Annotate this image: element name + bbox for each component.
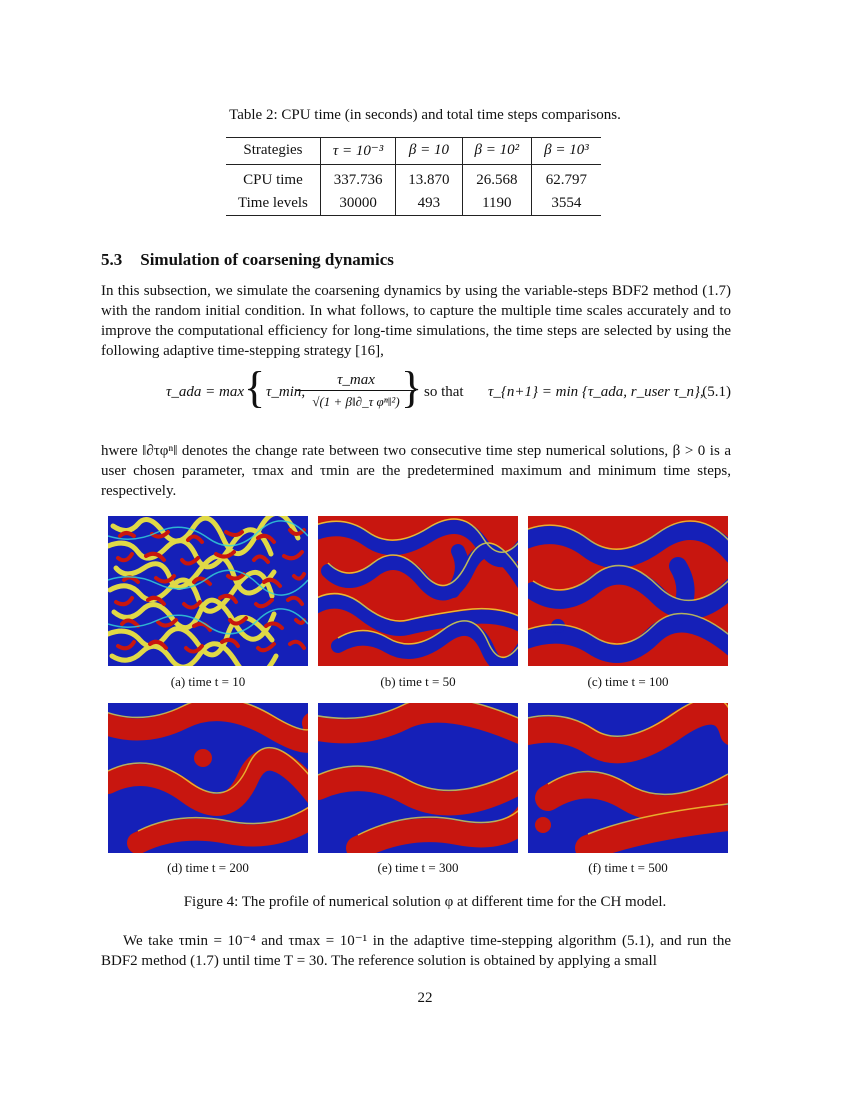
subcaption-a: (a) time t = 10 [170, 674, 246, 689]
paragraph-intro: In this subsection, we simulate the coarsening dynamics by using the variable-steps BDF2 method (1.7) with the random initial condition. In what follows, to capture the multiple time scales accurately and to improve the computational efficiency for long-time simulations, the time steps are selected by using the following adaptive time-stepping strategy [16], [101, 283, 731, 359]
equation-number: (5.1) [702, 384, 731, 400]
table-cell: 1190 [462, 192, 532, 216]
table-row [226, 169, 601, 192]
fraction-denominator: √(1 + β‖∂_τ φⁿ‖²) [312, 394, 400, 409]
table-header-cell: β = 10 [396, 138, 462, 165]
equation-lhs: τ_ada = max [166, 384, 244, 400]
table-row [226, 192, 601, 216]
phase-field-image [528, 516, 728, 666]
figure-panel-e [318, 703, 518, 853]
equation-rhs: τ_{n+1} = min {τ_ada, r_user τ_n}, [488, 384, 704, 400]
subcaption-b: (b) time t = 50 [380, 674, 456, 689]
section-heading [101, 250, 394, 270]
subcaption-c: (c) time t = 100 [587, 674, 669, 689]
left-brace: { [244, 363, 266, 412]
table-header-cell: β = 10³ [532, 138, 601, 165]
figure-panel-c [528, 516, 728, 666]
section-title: Simulation of coarsening dynamics [140, 250, 394, 269]
table-cell: 337.736 [320, 169, 395, 192]
right-brace: } [401, 363, 423, 412]
subcaption-e: (e) time t = 300 [377, 860, 459, 875]
table-row-label: CPU time [226, 169, 320, 192]
table-header-cell: τ = 10⁻³ [320, 138, 395, 165]
figure-panel-a [108, 516, 308, 666]
section-number: 5.3 [101, 250, 123, 269]
table-cell: 13.870 [396, 169, 462, 192]
figure-panel-d [108, 703, 308, 853]
equation-so-that: so that [424, 384, 464, 400]
figure-panel-f [528, 703, 728, 853]
subcaption-f: (f) time t = 500 [588, 860, 668, 875]
table-cell: 30000 [320, 192, 395, 216]
table-header-cell: Strategies [226, 138, 320, 165]
paragraph-numerics: We take τmin = 10⁻⁴ and τmax = 10⁻¹ in the adaptive time-stepping algorithm (5.1), and run the BDF2 method (1.7) until time T = 30. The reference solution is obtained by applying a small [101, 933, 731, 969]
phase-field-image [528, 703, 728, 853]
comparison-table [226, 137, 601, 216]
phase-field-image [108, 516, 308, 666]
table-cell: 493 [396, 192, 462, 216]
table-row-label: Time levels [226, 192, 320, 216]
figure-panel-b [318, 516, 518, 666]
paragraph-definitions: hwere ‖∂τφⁿ‖ denotes the change rate between two consecutive time step numerical solutions, β > 0 is a user chosen parameter, τmax and τmin are the predetermined maximum and minimum time steps, respectively. [101, 443, 731, 499]
page-number: 22 [417, 990, 433, 1006]
phase-field-image [318, 703, 518, 853]
table-header-cell: β = 10² [462, 138, 532, 165]
figure-caption: Figure 4: The profile of numerical solution φ at different time for the CH model. [183, 894, 667, 910]
table-cell: 3554 [551, 195, 582, 211]
phase-field-image [108, 703, 308, 853]
equation-fraction [296, 372, 416, 410]
table-caption: Table 2: CPU time (in seconds) and total time steps comparisons. [229, 107, 621, 123]
equation-5-1 [166, 363, 731, 422]
table-cell: 62.797 [545, 172, 588, 188]
phase-field-image [318, 516, 518, 666]
equation-tau-min: τ_min, [266, 384, 306, 400]
subcaption-d: (d) time t = 200 [167, 860, 249, 875]
table-cell: 26.568 [462, 169, 532, 192]
table-header-row [226, 138, 601, 165]
fraction-numerator: τ_max [296, 372, 416, 391]
